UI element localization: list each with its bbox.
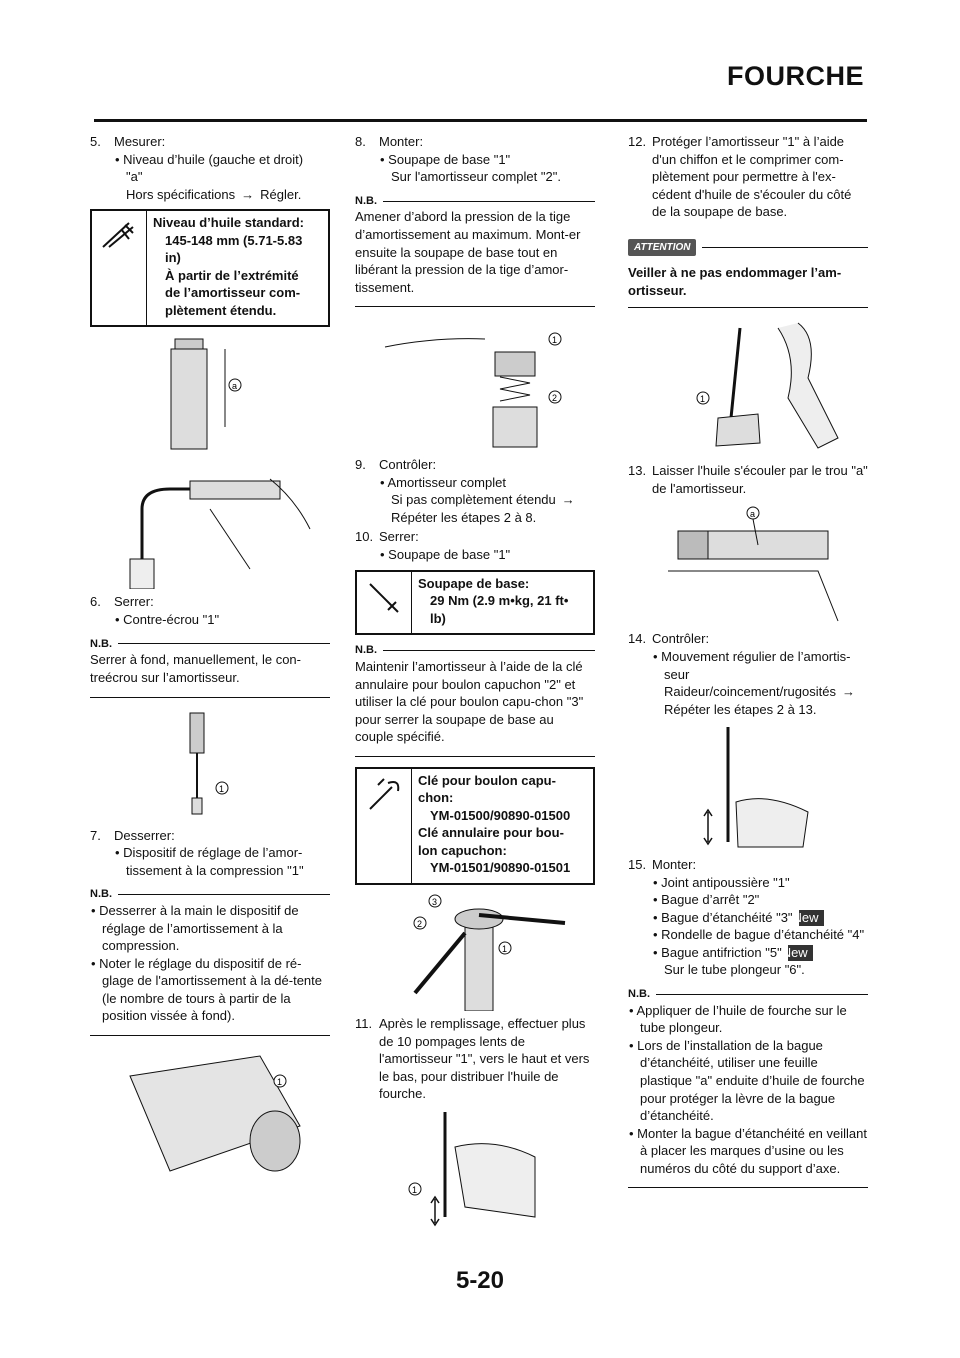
spec-box-oil-level: Niveau d’huile standard: 145-148 mm (5.71-5.83 in) À partir de l’extrémité de l’amortisseur com- plètement étendu. [90,209,330,327]
callout-1: 1 [219,783,225,794]
step-15: 15. Monter: • Joint antipoussière "1" • Bague d’arrêt "2" • Bague d’étanchéité "3"New • Rondelle de bague d’étanchéité "4" • Bague antifriction "5"New Sur le tube plongeur "6". [628,857,865,978]
figure-damper-movement [678,722,818,852]
header-rule [94,119,867,122]
page-header-title: FOURCHE [727,61,864,91]
svg-text:1: 1 [552,335,558,346]
bullet-cont: "a" [126,169,143,185]
note-nb-2: N.B. • Desserrer à la main le dispositif de réglage de l’amortissement à la compression. • Noter le réglage du dispositif de ré-glage de l'amortissement à la dé-tente (le nombre de tours à partir de la position vissée à fond). [90,887,330,1036]
note-nb-4: N.B. Maintenir l’amortisseur à l’aide de la clé annulaire pour boulon capuchon "2" et utiliser la clé pour boulon capu-chon "3" pour serrer la soupape de base au couple spécifié. [355,643,595,757]
attention-box: ATTENTION Veiller à ne pas endommager l’am-ortisseur. [628,239,868,309]
figure-damper-oil-level [155,335,265,465]
out-of-spec: Hors spécifications → Régler. [126,186,302,202]
svg-text:1: 1 [412,1184,418,1195]
step-11: 11. Après le remplissage, effectuer plus de 10 pompages lents de l'amortisseur "1", vers le haut et vers le bas, pour distribuer l'huile de fourche. [355,1016,590,1102]
figure-oil-drain-hole [648,501,848,626]
svg-text:1: 1 [502,944,508,954]
bullet: • Niveau d’huile (gauche et droit) [115,151,304,167]
figure-cap-bolt-wrench [375,893,575,1011]
special-tool-icon [357,769,412,883]
step-9: 9. Contrôler: • Amortisseur complet Si pas complètement étendu → Répéter les étapes 2 à 8. [355,457,575,525]
figure-oil-syringe [100,469,320,589]
figure-damper-compress [648,318,848,458]
column-3 [628,133,868,1198]
step-13: 13. Laisser l'huile s'écouler par le trou "a" de l'amortisseur. [628,463,868,496]
arrow-icon: → [841,684,855,700]
caliper-icon [92,211,147,325]
figure-damper-pumping [405,1107,545,1227]
column-1 [90,133,330,1185]
svg-text:2: 2 [552,393,558,404]
new-part-badge: New [788,945,813,961]
figure-base-valve-install [375,317,575,452]
step-label: Mesurer: [114,134,166,149]
svg-text:a: a [750,509,756,520]
arrow-icon: → [241,186,255,202]
step-10: 10. Serrer: • Soupape de base "1" [355,529,511,562]
spec-box-tools: Clé pour boulon capu- chon: YM-01500/90890-01500 Clé annulaire pour bou- lon capuchon: YM-01501/90890-01501 [355,767,595,885]
step-14: 14. Contrôler: • Mouvement régulier de l’amortis-seur Raideur/coincement/rugosités → Répéter les étapes 2 à 13. [628,631,855,717]
step-5 [90,133,330,203]
page-number: 5-20 [455,1267,505,1294]
note-nb-1: N.B. Serrer à fond, manuellement, le con-treécrou sur l’amortisseur. [90,637,330,698]
callout-a: a [232,381,238,392]
step-number: 5. [90,134,101,149]
torque-wrench-icon [357,572,412,634]
step-12: 12. Protéger l’amortisseur "1" à l’aide d'un chiffon et le comprimer com-plètement pour permettre à l'ex-cédent d'huile de s'écouler du côté de la soupape de base. [628,134,852,220]
figure-locknut [160,708,260,823]
new-part-badge: New [799,910,824,926]
svg-text:1: 1 [700,394,706,405]
step-7: 7. Desserrer: • Dispositif de réglage de l’amor-tissement à la compression "1" [90,827,304,878]
note-nb-3: N.B. Amener d’abord la pression de la tige d’amortissement au maximum. Mont-er ensuite la soupape de base tout en libérant la pression de la tige d’amor-tissement. [355,194,595,308]
step-6: 6. Serrer: • Contre-écrou "1" [90,594,220,628]
svg-text:1: 1 [277,1076,283,1087]
figure-compression-adjuster [110,1046,310,1181]
attention-badge: ATTENTION [628,239,696,257]
svg-text:2: 2 [417,919,423,929]
svg-text:3: 3 [432,897,438,907]
column-2 [355,133,595,1231]
note-nb-5: N.B. • Appliquer de l’huile de fourche sur le tube plongeur. • Lors de l’installation de la bague d’étanchéité, utiliser une feuille plastique "a" enduite d’huile de fourche pour protéger la lèvre de la bague d’étanchéité. • Monter la bague d’étanchéité en veillant à placer les marques d’usine ou les numéros du côté du support d’axe. [628,987,868,1188]
step-8: 8. Monter: • Soupape de base "1" Sur l'amortisseur complet "2". [355,134,561,185]
arrow-icon: → [561,492,575,508]
spec-box-base-valve: Soupape de base: 29 Nm (2.9 m•kg, 21 ft• lb) [355,570,595,636]
